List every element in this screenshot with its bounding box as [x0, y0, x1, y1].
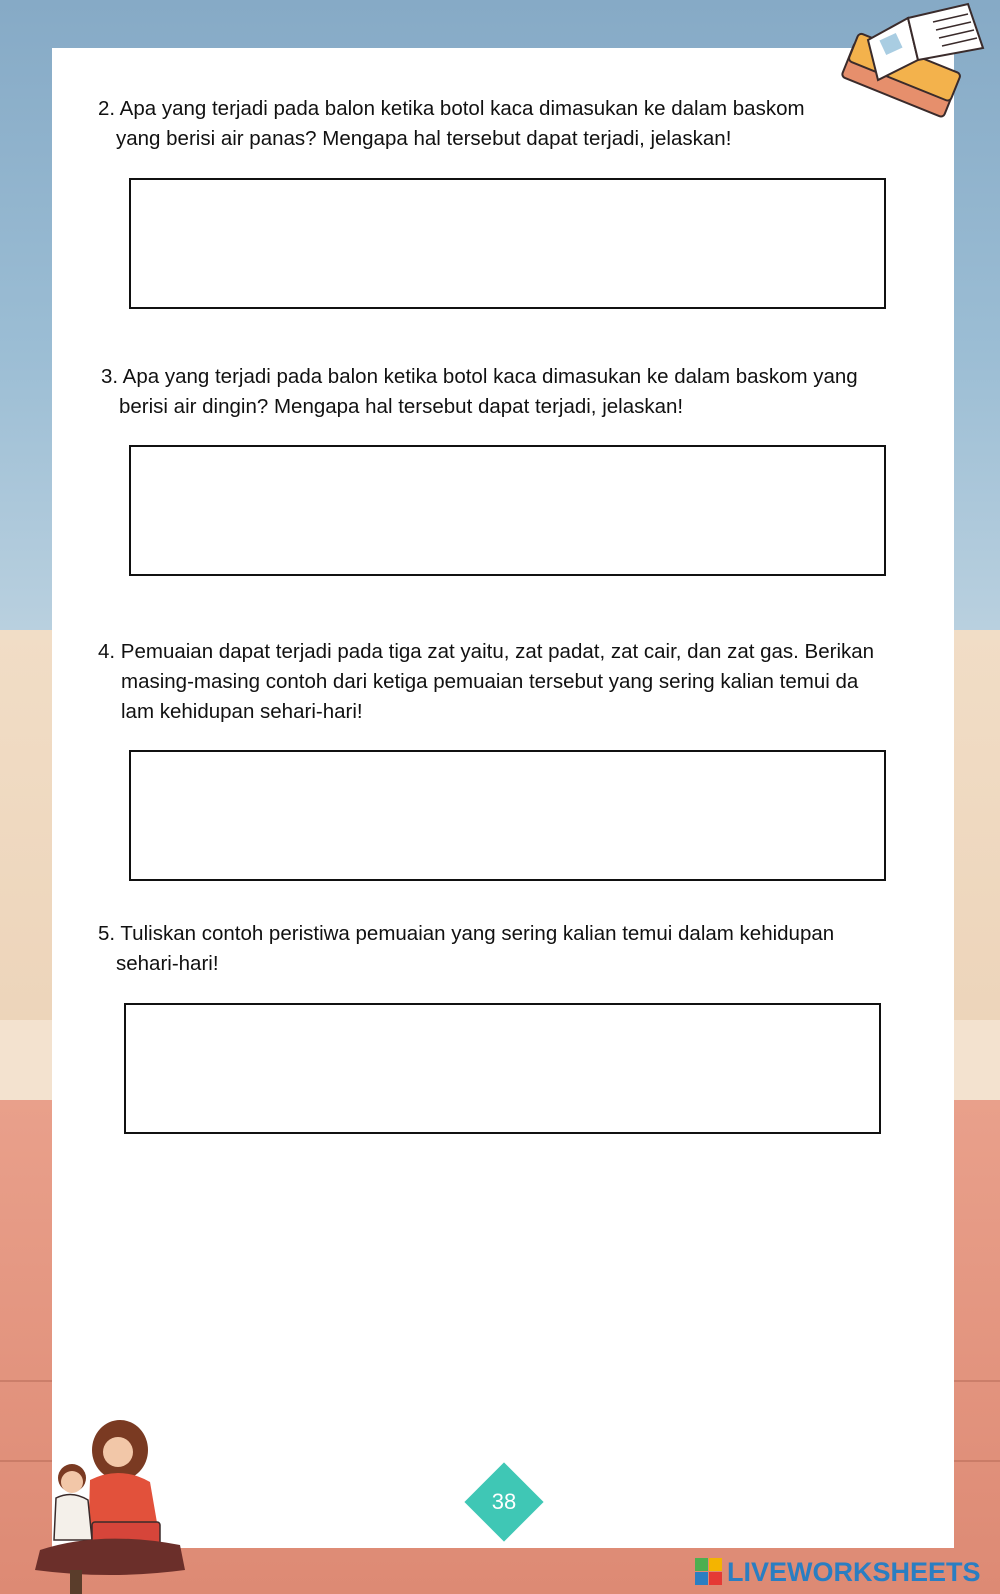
answer-box-4[interactable]: [129, 750, 886, 881]
question-4: [98, 637, 874, 727]
question-3: [101, 362, 858, 422]
question-5: [98, 919, 834, 979]
liveworksheets-logo-icon: [695, 1558, 723, 1586]
question-4-line-3: lam kehidupan sehari-hari!: [121, 700, 363, 723]
question-2-line-2: yang berisi air panas? Mengapa hal tersebut dapat terjadi, jelaskan!: [116, 127, 732, 150]
books-icon: [838, 0, 998, 130]
mother-reading-illustration: [20, 1420, 195, 1594]
question-4-line-2: masing-masing contoh dari ketiga pemuaian tersebut yang sering kalian temui da: [121, 670, 859, 693]
liveworksheets-text: LIVEWORKSHEETS: [727, 1556, 981, 1587]
worksheet-page: [52, 48, 954, 1548]
question-2: [98, 94, 805, 154]
question-3-line-1: 3. Apa yang terjadi pada balon ketika botol kaca dimasukan ke dalam baskom yang: [101, 365, 858, 388]
page-number: 38: [491, 1489, 517, 1514]
question-2-line-1: 2. Apa yang terjadi pada balon ketika botol kaca dimasukan ke dalam baskom: [98, 97, 805, 120]
answer-box-5[interactable]: [124, 1003, 881, 1134]
question-5-line-1: 5. Tuliskan contoh peristiwa pemuaian yang sering kalian temui dalam kehidupan: [98, 922, 835, 945]
question-4-line-1: 4. Pemuaian dapat terjadi pada tiga zat yaitu, zat padat, zat cair, dan zat gas. Berikan: [98, 640, 875, 663]
liveworksheets-watermark: [695, 1556, 981, 1588]
question-5-line-2: sehari-hari!: [116, 952, 219, 975]
answer-box-3[interactable]: [129, 445, 886, 576]
answer-box-2[interactable]: [129, 178, 886, 309]
question-3-line-2: berisi air dingin? Mengapa hal tersebut dapat terjadi, jelaskan!: [119, 395, 684, 418]
